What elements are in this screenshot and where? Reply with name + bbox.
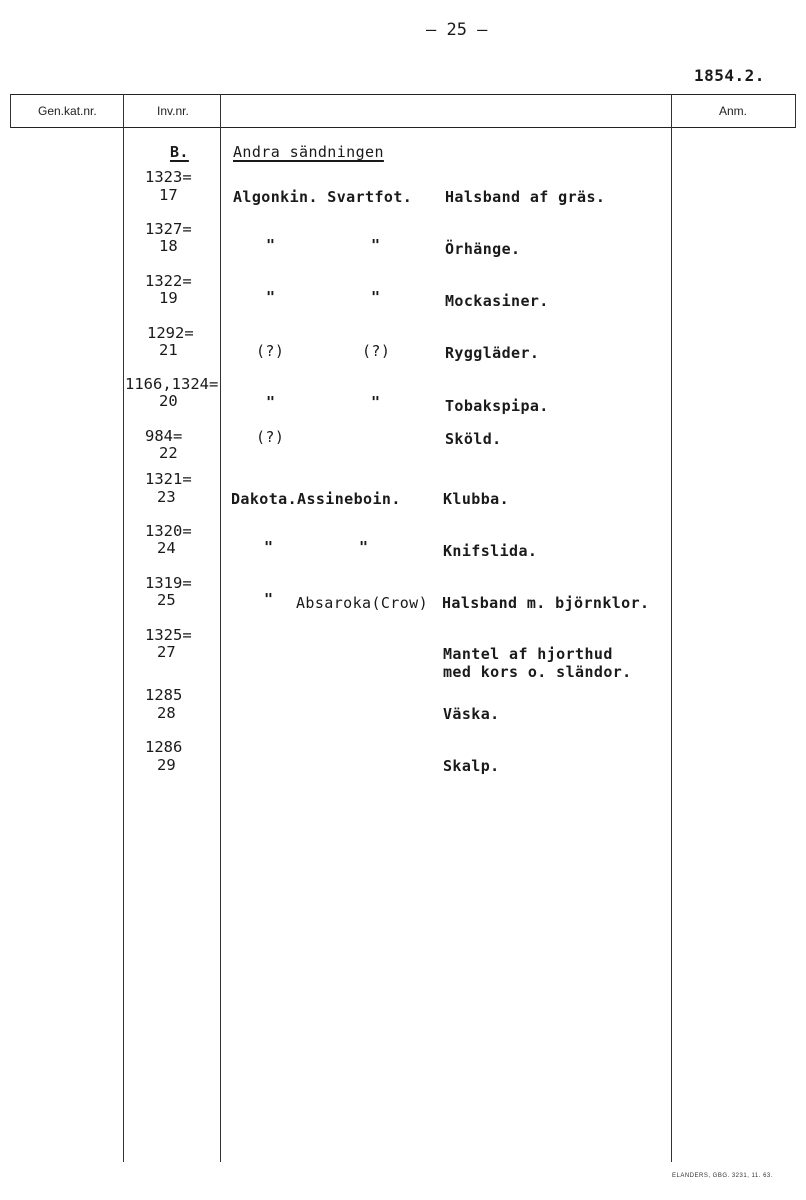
section-letter: B. — [170, 143, 189, 161]
ditto-mark: " — [264, 538, 274, 556]
ditto-mark: " — [359, 538, 369, 556]
left-edge-rule — [10, 94, 11, 128]
item-description: Örhänge. — [445, 240, 521, 258]
table-top-rule — [10, 94, 796, 95]
column-header-inv: Inv.nr. — [157, 104, 189, 118]
inv-number-top: 1325= — [145, 626, 192, 644]
item-description: Tobakspipa. — [445, 397, 549, 415]
inv-number-top: 1323= — [145, 168, 192, 186]
year-reference: 1854.2. — [694, 66, 765, 85]
inv-number-bottom: 18 — [159, 237, 178, 255]
column-header-anm: Anm. — [719, 104, 748, 118]
inv-number-top: 984= — [145, 427, 183, 445]
header-bottom-rule — [10, 127, 796, 128]
item-description: Väska. — [443, 705, 500, 723]
ditto-mark: " — [371, 288, 381, 306]
item-description: Knifslida. — [443, 542, 538, 560]
inv-number-top: 1321= — [145, 470, 192, 488]
item-description: Sköld. — [445, 430, 502, 448]
inv-number-bottom: 24 — [157, 539, 176, 557]
inv-number-top: 1166,1324= — [125, 375, 219, 393]
column-divider-2 — [220, 94, 221, 1162]
section-title: Andra sändningen — [233, 143, 384, 161]
inv-number-bottom: 22 — [159, 444, 178, 462]
item-description: Mockasiner. — [445, 292, 549, 310]
item-description: Halsband m. björnklor. — [442, 594, 650, 612]
item-description: Halsband af gräs. — [445, 188, 606, 206]
tribe-text: Absaroka(Crow) — [296, 594, 429, 612]
inv-number-top: 1285 — [145, 686, 183, 704]
inv-number-bottom: 20 — [159, 392, 178, 410]
right-edge-rule — [795, 94, 796, 128]
uncertain-mark: (?) — [256, 428, 285, 446]
item-description: Skalp. — [443, 757, 500, 775]
inv-number-top: 1292= — [147, 324, 194, 342]
column-divider-1 — [123, 94, 124, 1162]
tribe-text: Dakota.Assineboin. — [231, 490, 401, 508]
ditto-mark: " — [266, 393, 276, 411]
item-description: Mantel af hjorthud — [443, 645, 613, 663]
inv-number-bottom: 19 — [159, 289, 178, 307]
item-description: Klubba. — [443, 490, 510, 508]
inv-number-top: 1327= — [145, 220, 192, 238]
inv-number-bottom: 21 — [159, 341, 178, 359]
column-divider-3 — [671, 94, 672, 1162]
column-header-gen-kat: Gen.kat.nr. — [38, 104, 97, 118]
inv-number-bottom: 23 — [157, 488, 176, 506]
uncertain-mark: (?) — [362, 342, 391, 360]
ditto-mark: " — [264, 590, 274, 608]
inv-number-bottom: 27 — [157, 643, 176, 661]
page-number: – 25 – — [426, 20, 488, 40]
inv-number-bottom: 25 — [157, 591, 176, 609]
ditto-mark: " — [371, 236, 381, 254]
tribe-text: Algonkin. Svartfot. — [233, 188, 413, 206]
ditto-mark: " — [266, 236, 276, 254]
inv-number-bottom: 28 — [157, 704, 176, 722]
ditto-mark: " — [266, 288, 276, 306]
inv-number-top: 1322= — [145, 272, 192, 290]
item-description-continued: med kors o. sländor. — [443, 663, 632, 681]
inv-number-top: 1286 — [145, 738, 183, 756]
inv-number-top: 1319= — [145, 574, 192, 592]
inv-number-bottom: 29 — [157, 756, 176, 774]
inv-number-top: 1320= — [145, 522, 192, 540]
printer-imprint: ELANDERS, GBG. 3231, 11. 63. — [672, 1173, 773, 1179]
item-description: Ryggläder. — [445, 344, 540, 362]
uncertain-mark: (?) — [256, 342, 285, 360]
ditto-mark: " — [371, 393, 381, 411]
inv-number-bottom: 17 — [159, 186, 178, 204]
